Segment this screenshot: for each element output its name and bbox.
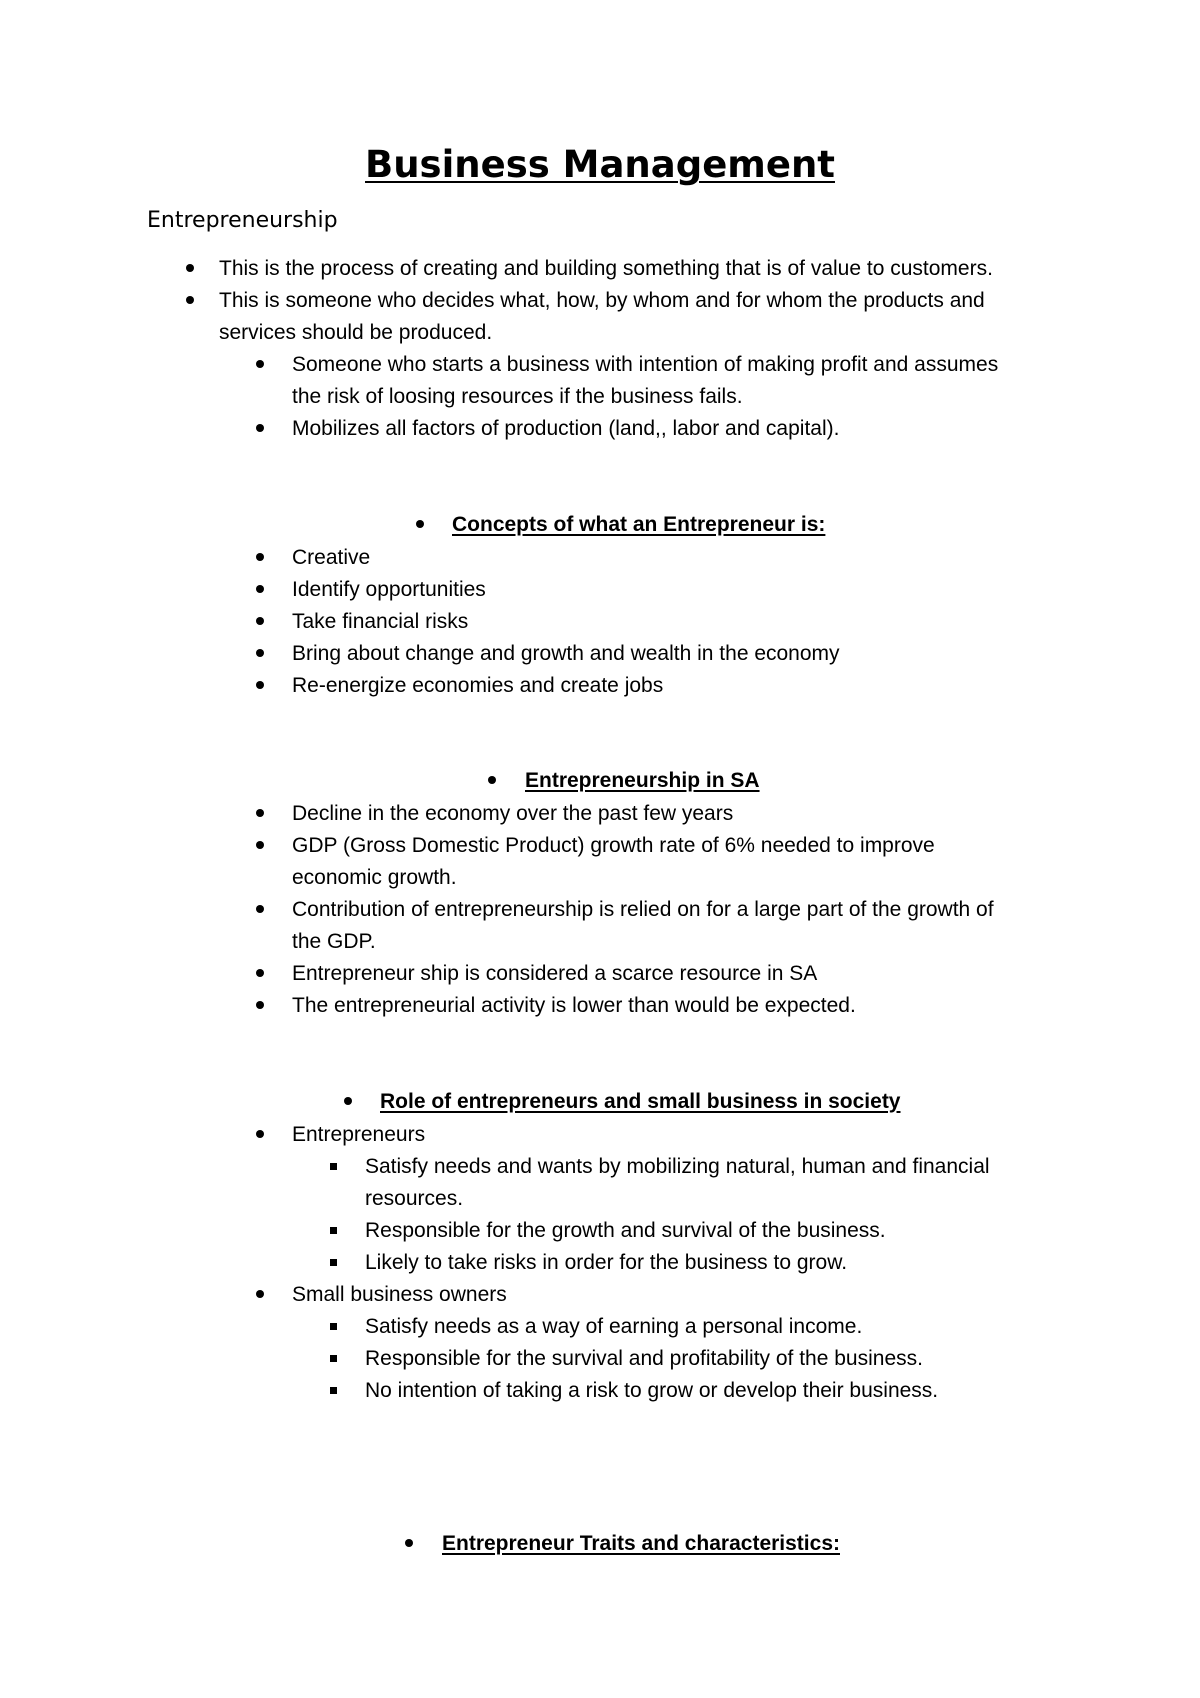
concept-item: Identify opportunities (292, 578, 486, 601)
square-bullet-icon (330, 1355, 337, 1362)
bullet-icon (256, 1290, 264, 1298)
square-bullet-icon (330, 1227, 337, 1234)
bullet-icon (256, 905, 264, 913)
list-item: This is someone who decides what, how, by whom and for whom the products and (219, 289, 985, 312)
bullet-icon (256, 360, 264, 368)
bullet-icon (256, 553, 264, 561)
bullet-icon (256, 1001, 264, 1009)
sa-heading: Entrepreneurship in SA (525, 769, 760, 792)
sa-item-continued: economic growth. (292, 866, 457, 889)
bullet-icon (488, 776, 496, 784)
sub-list-item: Someone who starts a business with intention of making profit and assumes (292, 353, 999, 376)
sa-item: Contribution of entrepreneurship is relied on for a large part of the growth of (292, 898, 994, 921)
concept-item: Take financial risks (292, 610, 469, 633)
sa-item: Decline in the economy over the past few years (292, 802, 734, 825)
role-heading: Role of entrepreneurs and small business in society (380, 1090, 901, 1113)
bullet-icon (256, 585, 264, 593)
role-sub-item: No intention of taking a risk to grow or develop their business. (365, 1379, 939, 1402)
section-subtitle: Entrepreneurship (147, 208, 338, 233)
list-item: This is the process of creating and building something that is of value to customers. (219, 257, 993, 280)
bullet-icon (256, 617, 264, 625)
role-group-label: Small business owners (292, 1283, 507, 1306)
sub-list-item-continued: the risk of loosing resources if the business fails. (292, 385, 743, 408)
square-bullet-icon (330, 1387, 337, 1394)
list-item-continued: services should be produced. (219, 321, 493, 344)
role-sub-item: Responsible for the survival and profitability of the business. (365, 1347, 923, 1370)
bullet-icon (256, 424, 264, 432)
sa-item-continued: the GDP. (292, 930, 376, 953)
square-bullet-icon (330, 1323, 337, 1330)
page-title: Business Management (365, 143, 835, 186)
role-sub-item: Responsible for the growth and survival of the business. (365, 1219, 886, 1242)
concept-item: Bring about change and growth and wealth in the economy (292, 642, 840, 665)
bullet-icon (256, 841, 264, 849)
bullet-icon (256, 649, 264, 657)
bullet-icon (416, 520, 424, 528)
role-group-label: Entrepreneurs (292, 1123, 426, 1146)
sa-item: The entrepreneurial activity is lower than would be expected. (292, 994, 856, 1017)
bullet-icon (256, 1130, 264, 1138)
role-sub-item-continued: resources. (365, 1187, 464, 1210)
square-bullet-icon (330, 1259, 337, 1266)
square-bullet-icon (330, 1163, 337, 1170)
bullet-icon (256, 969, 264, 977)
role-sub-item: Satisfy needs and wants by mobilizing natural, human and financial (365, 1155, 990, 1178)
sa-item: Entrepreneur ship is considered a scarce resource in SA (292, 962, 818, 985)
bullet-icon (344, 1097, 352, 1105)
bullet-icon (256, 681, 264, 689)
sub-list-item: Mobilizes all factors of production (land,, labor and capital). (292, 417, 840, 440)
role-sub-item: Satisfy needs as a way of earning a personal income. (365, 1315, 863, 1338)
bullet-icon (186, 264, 194, 272)
concept-item: Creative (292, 546, 371, 569)
traits-heading: Entrepreneur Traits and characteristics: (442, 1532, 840, 1555)
role-sub-item: Likely to take risks in order for the business to grow. (365, 1251, 848, 1274)
concepts-heading: Concepts of what an Entrepreneur is: (452, 513, 826, 536)
sa-item: GDP (Gross Domestic Product) growth rate of 6% needed to improve (292, 834, 935, 857)
bullet-icon (256, 809, 264, 817)
bullet-icon (186, 296, 194, 304)
concept-item: Re-energize economies and create jobs (292, 674, 664, 697)
bullet-icon (405, 1539, 413, 1547)
